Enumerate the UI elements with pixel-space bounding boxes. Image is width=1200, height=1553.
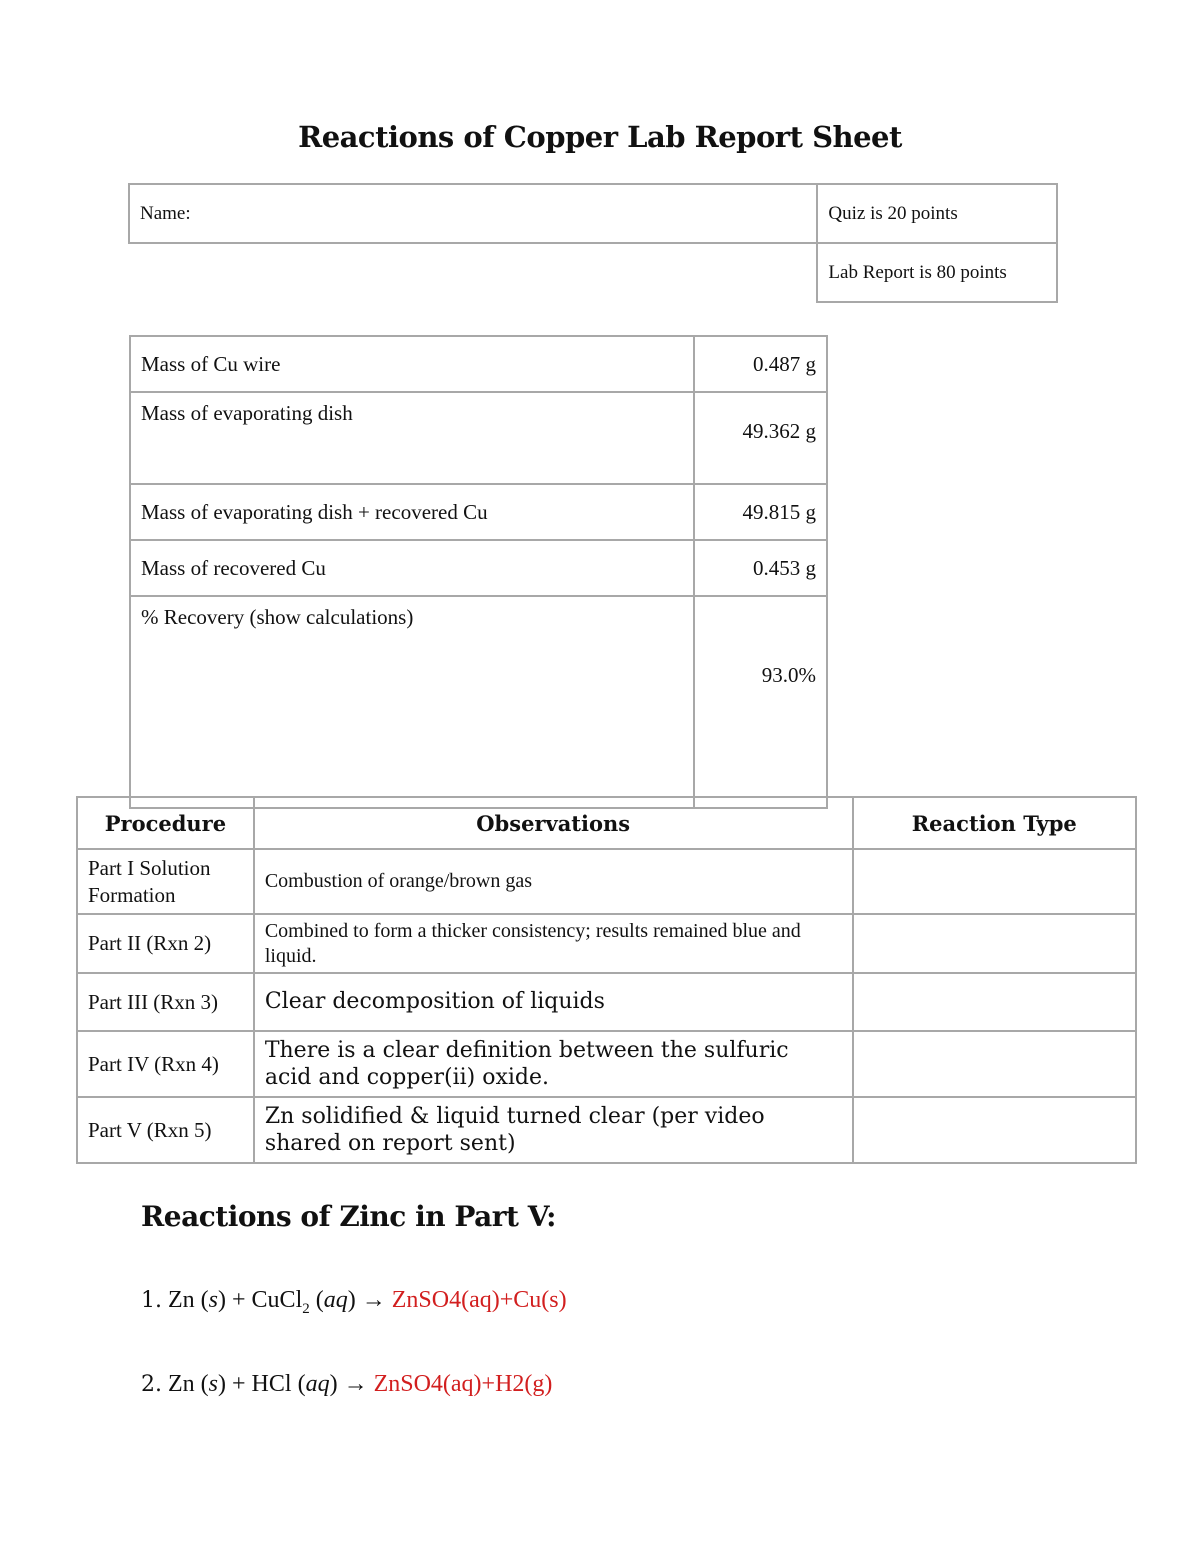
observation-cell[interactable]: Zn solidified & liquid turned clear (per video shared on report sent)	[254, 1097, 853, 1163]
column-header-observations: Observations	[254, 797, 853, 849]
table-row	[130, 540, 827, 596]
procedure-cell: Part I Solution Formation	[77, 849, 254, 914]
table-row	[77, 973, 1136, 1031]
table-row	[77, 1031, 1136, 1097]
procedure-cell: Part II (Rxn 2)	[77, 914, 254, 973]
state: s	[208, 1287, 219, 1313]
product-answer[interactable]: ZnSO4(aq)+H2(g)	[373, 1371, 553, 1397]
observation-cell[interactable]: There is a clear definition between the sulfuric acid and copper(ii) oxide.	[254, 1031, 853, 1097]
header-table	[128, 183, 1058, 303]
equation-number: 1.	[141, 1288, 162, 1313]
reaction-type-cell[interactable]	[853, 973, 1136, 1031]
table-row	[130, 336, 827, 392]
mass-label: Mass of Cu wire	[130, 336, 694, 392]
reaction-type-cell[interactable]	[853, 1031, 1136, 1097]
mass-value[interactable]: 93.0%	[694, 596, 827, 808]
table-row	[77, 914, 1136, 973]
reaction-type-cell[interactable]	[853, 849, 1136, 914]
reactant: HCl	[251, 1371, 292, 1397]
mass-label: Mass of evaporating dish + recovered Cu	[130, 484, 694, 540]
mass-value[interactable]: 0.453 g	[694, 540, 827, 596]
page-title: Reactions of Copper Lab Report Sheet	[298, 120, 902, 154]
state: aq	[323, 1287, 348, 1313]
state: s	[208, 1371, 219, 1397]
reactant: Zn	[168, 1287, 195, 1313]
table-row	[130, 484, 827, 540]
reactant: Zn	[168, 1371, 195, 1397]
procedure-cell: Part III (Rxn 3)	[77, 973, 254, 1031]
table-header-row	[77, 797, 1136, 849]
equation-1: 1. Zn (s) + CuCl$_2$ (aq) → ZnSO4(aq)+Cu(s)	[141, 1287, 567, 1317]
observation-cell[interactable]: Combined to form a thicker consistency; results remained blue and liquid.	[254, 914, 853, 973]
reaction-type-cell[interactable]	[853, 914, 1136, 973]
mass-value[interactable]: 49.815 g	[694, 484, 827, 540]
lab-points: Lab Report is 80 points	[817, 243, 1057, 302]
state: aq	[305, 1371, 330, 1397]
zinc-heading: Reactions of Zinc in Part V:	[141, 1200, 556, 1233]
arrow-icon: →	[361, 1287, 386, 1313]
name-field[interactable]: Name:	[129, 184, 817, 243]
procedure-cell: Part V (Rxn 5)	[77, 1097, 254, 1163]
mass-label: Mass of evaporating dish	[130, 392, 694, 484]
blank-cell	[129, 243, 817, 302]
mass-table	[129, 335, 828, 809]
column-header-procedure: Procedure	[77, 797, 254, 849]
product-answer[interactable]: ZnSO4(aq)+Cu(s)	[391, 1287, 567, 1313]
column-header-reaction-type: Reaction Type	[853, 797, 1136, 849]
mass-label: % Recovery (show calculations)	[130, 596, 694, 808]
quiz-points: Quiz is 20 points	[817, 184, 1057, 243]
observation-cell[interactable]: Combustion of orange/brown gas	[254, 849, 853, 914]
subscript: 2	[302, 1300, 310, 1317]
reactant: CuCl	[251, 1287, 303, 1313]
equation-2: 2. Zn (s) + HCl (aq) → ZnSO4(aq)+H2(g)	[141, 1371, 553, 1397]
table-row	[130, 596, 827, 808]
equation-number: 2.	[141, 1372, 162, 1397]
arrow-icon: →	[343, 1371, 368, 1397]
reaction-type-cell[interactable]	[853, 1097, 1136, 1163]
procedure-cell: Part IV (Rxn 4)	[77, 1031, 254, 1097]
observation-cell[interactable]: Clear decomposition of liquids	[254, 973, 853, 1031]
table-row	[130, 392, 827, 484]
mass-value[interactable]: 0.487 g	[694, 336, 827, 392]
procedure-table	[76, 796, 1137, 1164]
table-row	[77, 1097, 1136, 1163]
mass-label: Mass of recovered Cu	[130, 540, 694, 596]
table-row	[77, 849, 1136, 914]
mass-value[interactable]: 49.362 g	[694, 392, 827, 484]
